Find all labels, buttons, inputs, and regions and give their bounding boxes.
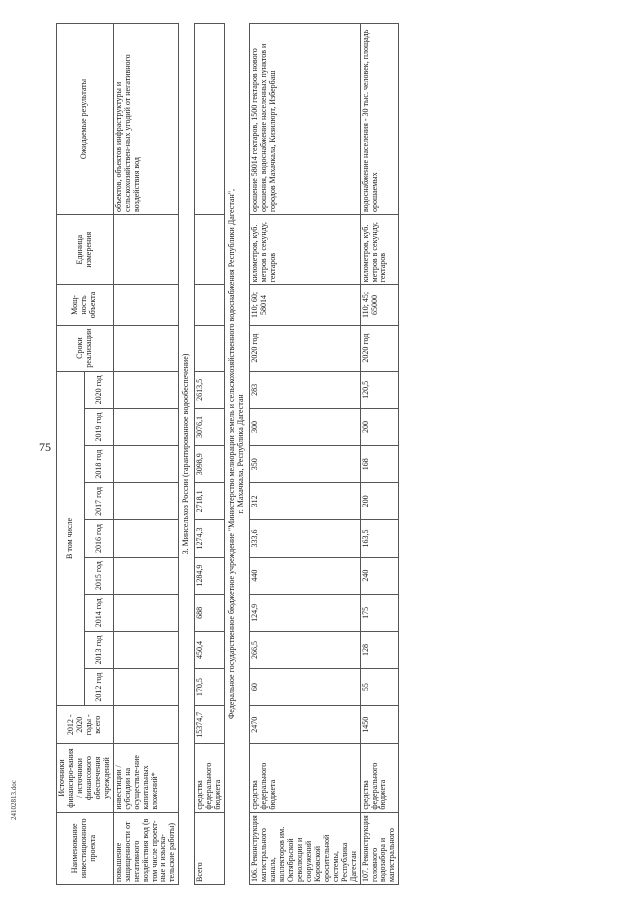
total-row: [195, 24, 225, 885]
document-page: [56, 22, 640, 885]
header-name: Наименование инвестиционного проекта: [57, 812, 114, 884]
cell-year-value: 2718,1: [195, 483, 225, 520]
header-year: 2020 год: [85, 371, 113, 408]
header-year: 2018 год: [85, 446, 113, 483]
header-row-1: [57, 24, 85, 885]
header-capacity: Мощ-ность объекта: [57, 285, 114, 325]
cell-year-value: 688: [195, 594, 225, 631]
cell-year-value: 283: [250, 371, 360, 408]
investment-table: [56, 23, 399, 885]
cell-capacity: 110; 60; 58014: [250, 285, 360, 325]
cell-year-value: 120,5: [360, 371, 399, 408]
header-year: 2012 год: [85, 669, 113, 706]
header-year: 2019 год: [85, 408, 113, 445]
cell-total-label: Всего: [195, 812, 225, 884]
section-title: 3. Минсельхоз России (гарантированное водообеспечение): [179, 24, 195, 885]
header-year: 2013 год: [85, 631, 113, 668]
cell-year-value: 440: [250, 557, 360, 594]
header-source: Источники финансиро-вания / источники финансового обеспечения учреждений: [57, 744, 114, 812]
cell-year-value: 3076,1: [195, 408, 225, 445]
header-year: 2015 год: [85, 557, 113, 594]
table-row: [250, 24, 360, 885]
cell-terms: 2020 год: [250, 325, 360, 371]
cell-year-value: 312: [250, 483, 360, 520]
rotated-table-container: [56, 23, 640, 885]
cell-year-value: 60: [250, 669, 360, 706]
header-total: 2012 - 2020 годы - всего: [57, 706, 114, 744]
cell-year-value: 170,5: [195, 669, 225, 706]
cell-terms: 2020 год: [360, 325, 399, 371]
institution-line-1: Федеральное государственное бюджетное учреждение "Министерство мелиорации земель и сельскохозяйственного водоснабжения Республики Дагестан",: [227, 188, 237, 720]
cell-year-value: 350: [250, 446, 360, 483]
cell-unit: километров, куб. метров в секунду, гектаров: [250, 215, 360, 285]
cell-results: водоснабжение населения - 30 тыс. человек, площадь орошаемых: [360, 24, 399, 215]
cell-capacity: 110; 45; 65000: [360, 285, 399, 325]
cell-name: 107. Реконструкция головного водозабора и магистрального: [360, 812, 399, 884]
cell-year-value: 168: [360, 446, 399, 483]
section-row: [179, 24, 195, 885]
institution-line-2: г. Махачкала, Республика Дагестан: [236, 394, 246, 514]
cell-year-value: 128: [360, 631, 399, 668]
cell-year-value: 333,6: [250, 520, 360, 557]
cell-year-value: 2613,5: [195, 371, 225, 408]
cell-name: 106. Реконструкция магистрального канала, коллекторов им. Октябрьской революции и сооружений Коровской оросительной системы, Республика Дагестан: [250, 812, 360, 884]
cell-year-value: 200: [360, 408, 399, 445]
cell-year-value: 240: [360, 557, 399, 594]
institution-row: [225, 24, 250, 885]
continuation-row: [113, 24, 179, 885]
cell-results: орошение 58014 гектаров, 1500 гектаров нового орошения, водоснабжение населенных пунктов и городов Махачкала, Кизилюрт, Избербаш: [250, 24, 360, 215]
cell-total: 15374,7: [195, 706, 225, 744]
cell-name: повышение защищенности от негативного воздействия вод (в том числе проект-ные и изыска-тельские работы): [113, 812, 179, 884]
cell-unit: километров, куб. метров в секунду, гектаров: [360, 215, 399, 285]
cell-year-value: 175: [360, 594, 399, 631]
header-terms: Сроки реализации: [57, 325, 114, 371]
page-number: 75: [39, 440, 51, 454]
footer-filename: 24102813.doc: [10, 780, 18, 820]
cell-source: средства федерального бюджета: [195, 744, 225, 812]
cell-year-value: 55: [360, 669, 399, 706]
header-in-that-number: В том числе: [57, 371, 85, 705]
cell-year-value: 266,5: [250, 631, 360, 668]
cell-year-value: 450,4: [195, 631, 225, 668]
cell-year-value: 200: [360, 483, 399, 520]
header-year: 2016 год: [85, 520, 113, 557]
cell-year-value: 3098,9: [195, 446, 225, 483]
cell-year-value: 300: [250, 408, 360, 445]
header-results: Ожидаемые результаты: [57, 24, 114, 215]
cell-source: инвестиции / субсидии на осуществле-ние капитальных вложений*: [113, 744, 179, 812]
cell-source: средства федерального бюджета: [250, 744, 360, 812]
header-unit: Единица измерения: [57, 215, 114, 285]
cell-source: средства федерального бюджета: [360, 744, 399, 812]
cell-total: 2470: [250, 706, 360, 744]
header-year: 2014 год: [85, 594, 113, 631]
header-year: 2017 год: [85, 483, 113, 520]
cell-year-value: 1284,9: [195, 557, 225, 594]
cell-year-value: 163,5: [360, 520, 399, 557]
cell-total: 1450: [360, 706, 399, 744]
cell-results: объектов, объектов инфраструктуры и сельскохозяйствен-ных угодий от негативного воздействия вод: [113, 24, 179, 215]
table-row: [360, 24, 399, 885]
cell-year-value: 124,9: [250, 594, 360, 631]
cell-year-value: 1274,3: [195, 520, 225, 557]
